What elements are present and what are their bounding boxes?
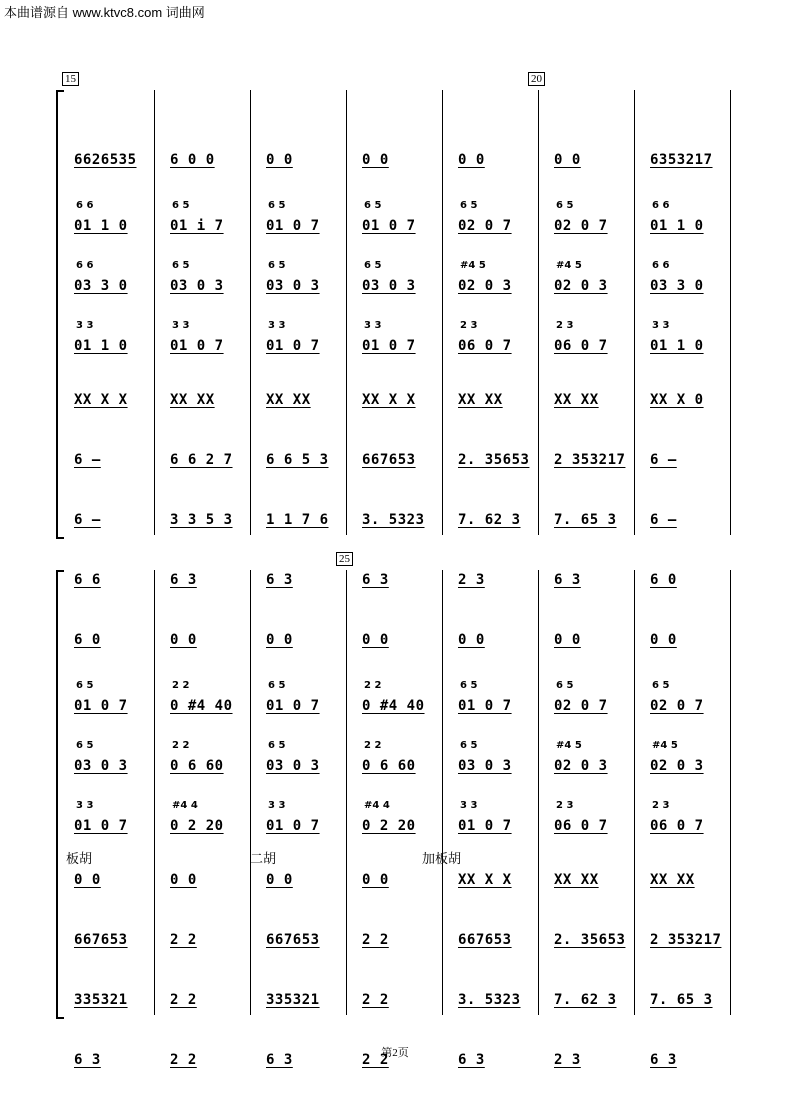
notation-cell — [458, 392, 503, 408]
grace-annotation: 2 3 — [556, 320, 574, 331]
grace-annotation: #4 4 — [364, 800, 390, 811]
grace-annotation: 6 5 — [268, 200, 286, 211]
notation-text: 2 2 — [362, 1052, 389, 1068]
barline — [346, 570, 347, 1015]
notation-cell — [458, 818, 512, 834]
notation-cell — [362, 152, 389, 168]
barline — [154, 570, 155, 1015]
notation-cell — [554, 392, 599, 408]
grace-annotation: 2 3 — [652, 800, 670, 811]
notation-text: 0 0 — [266, 872, 293, 888]
notation-cell — [458, 872, 512, 888]
notation-text: 6 – — [650, 512, 677, 528]
notation-cell — [650, 758, 704, 774]
notation-text: 3. 5323 — [458, 992, 521, 1008]
grace-annotation: 6 6 — [652, 260, 670, 271]
notation-cell — [650, 218, 704, 234]
grace-annotation: 6 5 — [76, 680, 94, 691]
notation-cell — [362, 872, 389, 888]
notation-text: 01 0 7 — [266, 338, 320, 354]
notation-cell — [650, 932, 721, 948]
notation-text: 01 1 0 — [650, 218, 704, 234]
notation-text: 2 3 — [554, 1052, 581, 1068]
notation-cell — [170, 992, 197, 1008]
notation-text: 01 1 0 — [74, 218, 128, 234]
notation-cell — [170, 152, 215, 168]
notation-text: 7. 62 3 — [458, 512, 521, 528]
notation-cell — [554, 512, 617, 528]
notation-cell — [266, 932, 320, 948]
grace-annotation: 6 5 — [652, 680, 670, 691]
notation-cell — [362, 698, 425, 714]
notation-text: 02 0 7 — [458, 218, 512, 234]
notation-text: 2 2 — [170, 1052, 197, 1068]
grace-annotation: 2 2 — [172, 680, 190, 691]
notation-text: 6 3 — [266, 1052, 293, 1068]
instrument-label: 加板胡 — [422, 851, 462, 866]
notation-cell — [554, 932, 625, 948]
notation-text: 7. 65 3 — [650, 992, 713, 1008]
grace-annotation: 3 3 — [76, 800, 94, 811]
notation-text: 01 1 0 — [74, 338, 128, 354]
notation-cell — [74, 992, 128, 1008]
barline — [634, 90, 635, 535]
notation-text: 0 2 20 — [362, 818, 416, 834]
grace-annotation: 6 5 — [268, 260, 286, 271]
notation-cell — [650, 992, 713, 1008]
notation-cell — [362, 452, 416, 468]
notation-text: 6 3 — [554, 572, 581, 588]
grace-annotation: 6 5 — [268, 680, 286, 691]
notation-text: XX XX — [458, 392, 503, 408]
notation-text: 667653 — [362, 452, 416, 468]
notation-cell — [74, 932, 128, 948]
notation-text: 6 6 2 7 — [170, 452, 233, 468]
system-brace — [56, 570, 64, 1019]
notation-cell — [170, 698, 233, 714]
notation-cell — [266, 698, 320, 714]
measure-number: 15 — [62, 72, 79, 86]
notation-text: 2 3 — [458, 572, 485, 588]
notation-cell — [458, 932, 512, 948]
notation-text: 06 0 7 — [554, 338, 608, 354]
notation-cell — [170, 872, 197, 888]
notation-text: 03 3 0 — [650, 278, 704, 294]
notation-cell — [266, 278, 320, 294]
notation-cell — [266, 338, 320, 354]
instrument-label: 二胡 — [250, 851, 277, 866]
notation-cell — [554, 698, 608, 714]
grace-annotation: #4 5 — [652, 740, 678, 751]
notation-cell — [170, 452, 233, 468]
notation-cell — [266, 758, 320, 774]
notation-text: 2 353217 — [554, 452, 626, 468]
notation-text: 0 0 — [362, 872, 389, 888]
notation-cell — [362, 218, 416, 234]
notation-text: 0 0 — [170, 872, 197, 888]
notation-text: 7. 62 3 — [554, 992, 617, 1008]
notation-cell — [650, 152, 713, 168]
notation-text: 03 0 3 — [170, 278, 224, 294]
page-number: 第2页 — [381, 1047, 409, 1059]
notation-text: 6626535 — [74, 152, 137, 168]
notation-text: 02 0 3 — [650, 758, 704, 774]
system-brace — [56, 90, 64, 539]
notation-text: 6 3 — [458, 1052, 485, 1068]
notation-text: 0 0 — [458, 152, 485, 168]
notation-cell — [554, 758, 608, 774]
notation-text: 0 0 — [458, 632, 485, 648]
notation-text: 01 0 7 — [458, 698, 512, 714]
notation-text: 03 0 3 — [74, 758, 128, 774]
notation-cell — [74, 392, 128, 408]
notation-cell — [266, 992, 320, 1008]
notation-text: 2. 35653 — [458, 452, 530, 468]
notation-text: 6 3 — [266, 572, 293, 588]
notation-text: 01 0 7 — [266, 698, 320, 714]
notation-text: 0 6 60 — [362, 758, 416, 774]
barline — [442, 90, 443, 535]
notation-text: XX XX — [266, 392, 311, 408]
notation-cell — [362, 758, 416, 774]
notation-text: XX XX — [554, 872, 599, 888]
grace-annotation: 2 2 — [172, 740, 190, 751]
notation-cell — [266, 152, 293, 168]
grace-annotation: 2 2 — [364, 680, 382, 691]
notation-text: 0 #4 40 — [362, 698, 425, 714]
notation-text: XX X 0 — [650, 392, 704, 408]
notation-text: 6 3 — [362, 572, 389, 588]
grace-annotation: 6 5 — [460, 740, 478, 751]
grace-annotation: #4 4 — [172, 800, 198, 811]
notation-cell — [650, 512, 677, 528]
notation-cell — [650, 392, 704, 408]
notation-text: 0 0 — [554, 632, 581, 648]
notation-cell — [74, 698, 128, 714]
notation-cell — [362, 992, 389, 1008]
notation-cell — [74, 338, 128, 354]
grace-annotation: 6 5 — [364, 200, 382, 211]
notation-text: 6 0 — [650, 572, 677, 588]
barline — [346, 90, 347, 535]
notation-cell — [554, 218, 608, 234]
notation-text: 02 0 3 — [554, 758, 608, 774]
notation-cell — [170, 278, 224, 294]
notation-text: 2 2 — [362, 932, 389, 948]
notation-cell — [170, 758, 224, 774]
barline — [538, 90, 539, 535]
notation-text: 335321 — [74, 992, 128, 1008]
notation-text: 6 – — [74, 452, 101, 468]
notation-text: 03 0 3 — [266, 758, 320, 774]
notation-text: 0 0 — [266, 152, 293, 168]
notation-text: 2. 35653 — [554, 932, 626, 948]
grace-annotation: 6 5 — [76, 740, 94, 751]
notation-text: 0 2 20 — [170, 818, 224, 834]
notation-text: XX XX — [650, 872, 695, 888]
notation-cell — [650, 818, 704, 834]
notation-text: 2 2 — [170, 992, 197, 1008]
notation-cell — [554, 992, 617, 1008]
grace-annotation: 3 3 — [460, 800, 478, 811]
grace-annotation: 6 5 — [364, 260, 382, 271]
notation-text: 0 0 — [74, 872, 101, 888]
notation-text: 01 0 7 — [458, 818, 512, 834]
notation-text: 01 0 7 — [74, 698, 128, 714]
grace-annotation: 3 3 — [76, 320, 94, 331]
grace-annotation: 6 5 — [172, 260, 190, 271]
notation-text: 2 2 — [170, 932, 197, 948]
barline — [538, 570, 539, 1015]
notation-cell — [458, 512, 521, 528]
notation-cell — [554, 338, 608, 354]
notation-text: 6 6 — [74, 572, 101, 588]
notation-text: XX X X — [458, 872, 512, 888]
notation-text: 0 0 — [362, 632, 389, 648]
notation-cell — [458, 632, 485, 648]
notation-cell — [170, 338, 224, 354]
notation-text: XX X X — [74, 392, 128, 408]
instrument-label: 板胡 — [66, 851, 93, 866]
barline — [730, 570, 731, 1015]
notation-cell — [458, 992, 521, 1008]
notation-cell — [74, 278, 128, 294]
notation-cell — [458, 338, 512, 354]
notation-cell — [458, 452, 529, 468]
notation-cell — [74, 818, 128, 834]
barline — [634, 570, 635, 1015]
notation-text: 6 0 — [74, 632, 101, 648]
notation-text: 2 2 — [362, 992, 389, 1008]
notation-text: 667653 — [74, 932, 128, 948]
grace-annotation: 6 5 — [556, 200, 574, 211]
notation-cell — [650, 698, 704, 714]
notation-text: 335321 — [266, 992, 320, 1008]
notation-text: 01 0 7 — [362, 338, 416, 354]
grace-annotation: 6 6 — [76, 260, 94, 271]
measure-number: 20 — [528, 72, 545, 86]
notation-text: XX XX — [554, 392, 599, 408]
notation-cell — [266, 218, 320, 234]
notation-cell — [458, 152, 485, 168]
grace-annotation: 3 3 — [268, 800, 286, 811]
notation-cell — [554, 278, 608, 294]
notation-cell — [458, 218, 512, 234]
notation-cell — [362, 338, 416, 354]
notation-text: 03 3 0 — [74, 278, 128, 294]
notation-text: 01 0 7 — [266, 818, 320, 834]
notation-text: 6 6 5 3 — [266, 452, 329, 468]
notation-cell — [266, 872, 293, 888]
notation-cell — [362, 512, 425, 528]
notation-cell — [170, 392, 215, 408]
notation-text: 02 0 7 — [650, 698, 704, 714]
notation-text: 6 – — [650, 452, 677, 468]
notation-cell — [74, 152, 137, 168]
notation-text: XX X X — [362, 392, 416, 408]
measure-number: 25 — [336, 552, 353, 566]
notation-text: 06 0 7 — [650, 818, 704, 834]
notation-text: 0 0 — [362, 152, 389, 168]
grace-annotation: 2 3 — [460, 320, 478, 331]
notation-cell — [650, 872, 695, 888]
notation-cell — [266, 632, 293, 648]
barline — [250, 570, 251, 1015]
notation-text: 02 0 7 — [554, 698, 608, 714]
notation-text: 6353217 — [650, 152, 713, 168]
notation-text: 01 0 7 — [170, 338, 224, 354]
grace-annotation: 6 5 — [172, 200, 190, 211]
notation-cell — [266, 818, 320, 834]
notation-text: XX XX — [170, 392, 215, 408]
notation-cell — [554, 452, 625, 468]
notation-text: 6 3 — [74, 1052, 101, 1068]
grace-annotation: 6 6 — [76, 200, 94, 211]
grace-annotation: #4 5 — [556, 740, 582, 751]
barline — [154, 90, 155, 535]
grace-annotation: 3 3 — [652, 320, 670, 331]
grace-annotation: 3 3 — [268, 320, 286, 331]
notation-cell — [362, 278, 416, 294]
notation-cell — [266, 512, 329, 528]
notation-cell — [458, 698, 512, 714]
notation-cell — [74, 632, 101, 648]
notation-text: 0 0 — [650, 632, 677, 648]
notation-text: 6 – — [74, 512, 101, 528]
notation-text: 6 3 — [170, 572, 197, 588]
notation-text: 0 6 60 — [170, 758, 224, 774]
grace-annotation: 3 3 — [172, 320, 190, 331]
notation-text: 6 3 — [650, 1052, 677, 1068]
notation-cell — [554, 818, 608, 834]
notation-cell — [554, 632, 581, 648]
grace-annotation: 6 5 — [556, 680, 574, 691]
notation-cell — [362, 392, 416, 408]
grace-annotation: #4 5 — [556, 260, 582, 271]
notation-cell — [74, 512, 101, 528]
notation-text: 06 0 7 — [458, 338, 512, 354]
notation-cell — [362, 818, 416, 834]
notation-cell — [458, 758, 512, 774]
barline — [442, 570, 443, 1015]
notation-text: 3 3 5 3 — [170, 512, 233, 528]
notation-cell — [554, 152, 581, 168]
notation-cell — [362, 932, 389, 948]
notation-text: 02 0 3 — [458, 278, 512, 294]
notation-cell — [554, 872, 599, 888]
notation-text: 01 1 0 — [650, 338, 704, 354]
notation-text: 2 353217 — [650, 932, 722, 948]
notation-text: 0 0 — [554, 152, 581, 168]
notation-cell — [170, 818, 224, 834]
notation-cell — [650, 452, 677, 468]
notation-text: 3. 5323 — [362, 512, 425, 528]
grace-annotation: #4 5 — [460, 260, 486, 271]
notation-cell — [458, 278, 512, 294]
notation-cell — [650, 632, 677, 648]
notation-text: 7. 65 3 — [554, 512, 617, 528]
notation-text: 01 0 7 — [74, 818, 128, 834]
grace-annotation: 6 5 — [460, 200, 478, 211]
notation-cell — [650, 278, 704, 294]
notation-cell — [266, 392, 311, 408]
grace-annotation: 2 3 — [556, 800, 574, 811]
page-header-watermark: 本曲谱源自 www.ktvc8.com 词曲网 — [4, 5, 205, 20]
grace-annotation: 6 6 — [652, 200, 670, 211]
notation-cell — [650, 338, 704, 354]
notation-cell — [170, 218, 224, 234]
notation-cell — [74, 758, 128, 774]
notation-text: 0 0 — [266, 632, 293, 648]
notation-text: 1 1 7 6 — [266, 512, 329, 528]
notation-text: 01 i 7 — [170, 218, 224, 234]
grace-annotation: 2 2 — [364, 740, 382, 751]
notation-text: 03 0 3 — [458, 758, 512, 774]
notation-cell — [74, 452, 101, 468]
notation-text: 6 0 0 — [170, 152, 215, 168]
notation-text: 03 0 3 — [362, 278, 416, 294]
barline — [730, 90, 731, 535]
notation-cell — [170, 512, 233, 528]
notation-cell — [74, 872, 101, 888]
notation-text: 06 0 7 — [554, 818, 608, 834]
notation-text: 03 0 3 — [266, 278, 320, 294]
notation-cell — [266, 452, 329, 468]
notation-text: 667653 — [266, 932, 320, 948]
barline — [250, 90, 251, 535]
notation-text: 0 0 — [170, 632, 197, 648]
notation-text: 667653 — [458, 932, 512, 948]
grace-annotation: 6 5 — [268, 740, 286, 751]
notation-text: 01 0 7 — [266, 218, 320, 234]
grace-annotation: 6 5 — [460, 680, 478, 691]
notation-text: 0 #4 40 — [170, 698, 233, 714]
notation-cell — [170, 932, 197, 948]
notation-text: 02 0 7 — [554, 218, 608, 234]
notation-text: 02 0 3 — [554, 278, 608, 294]
grace-annotation: 3 3 — [364, 320, 382, 331]
notation-cell — [362, 632, 389, 648]
notation-text: 01 0 7 — [362, 218, 416, 234]
notation-cell — [170, 632, 197, 648]
notation-cell — [74, 218, 128, 234]
